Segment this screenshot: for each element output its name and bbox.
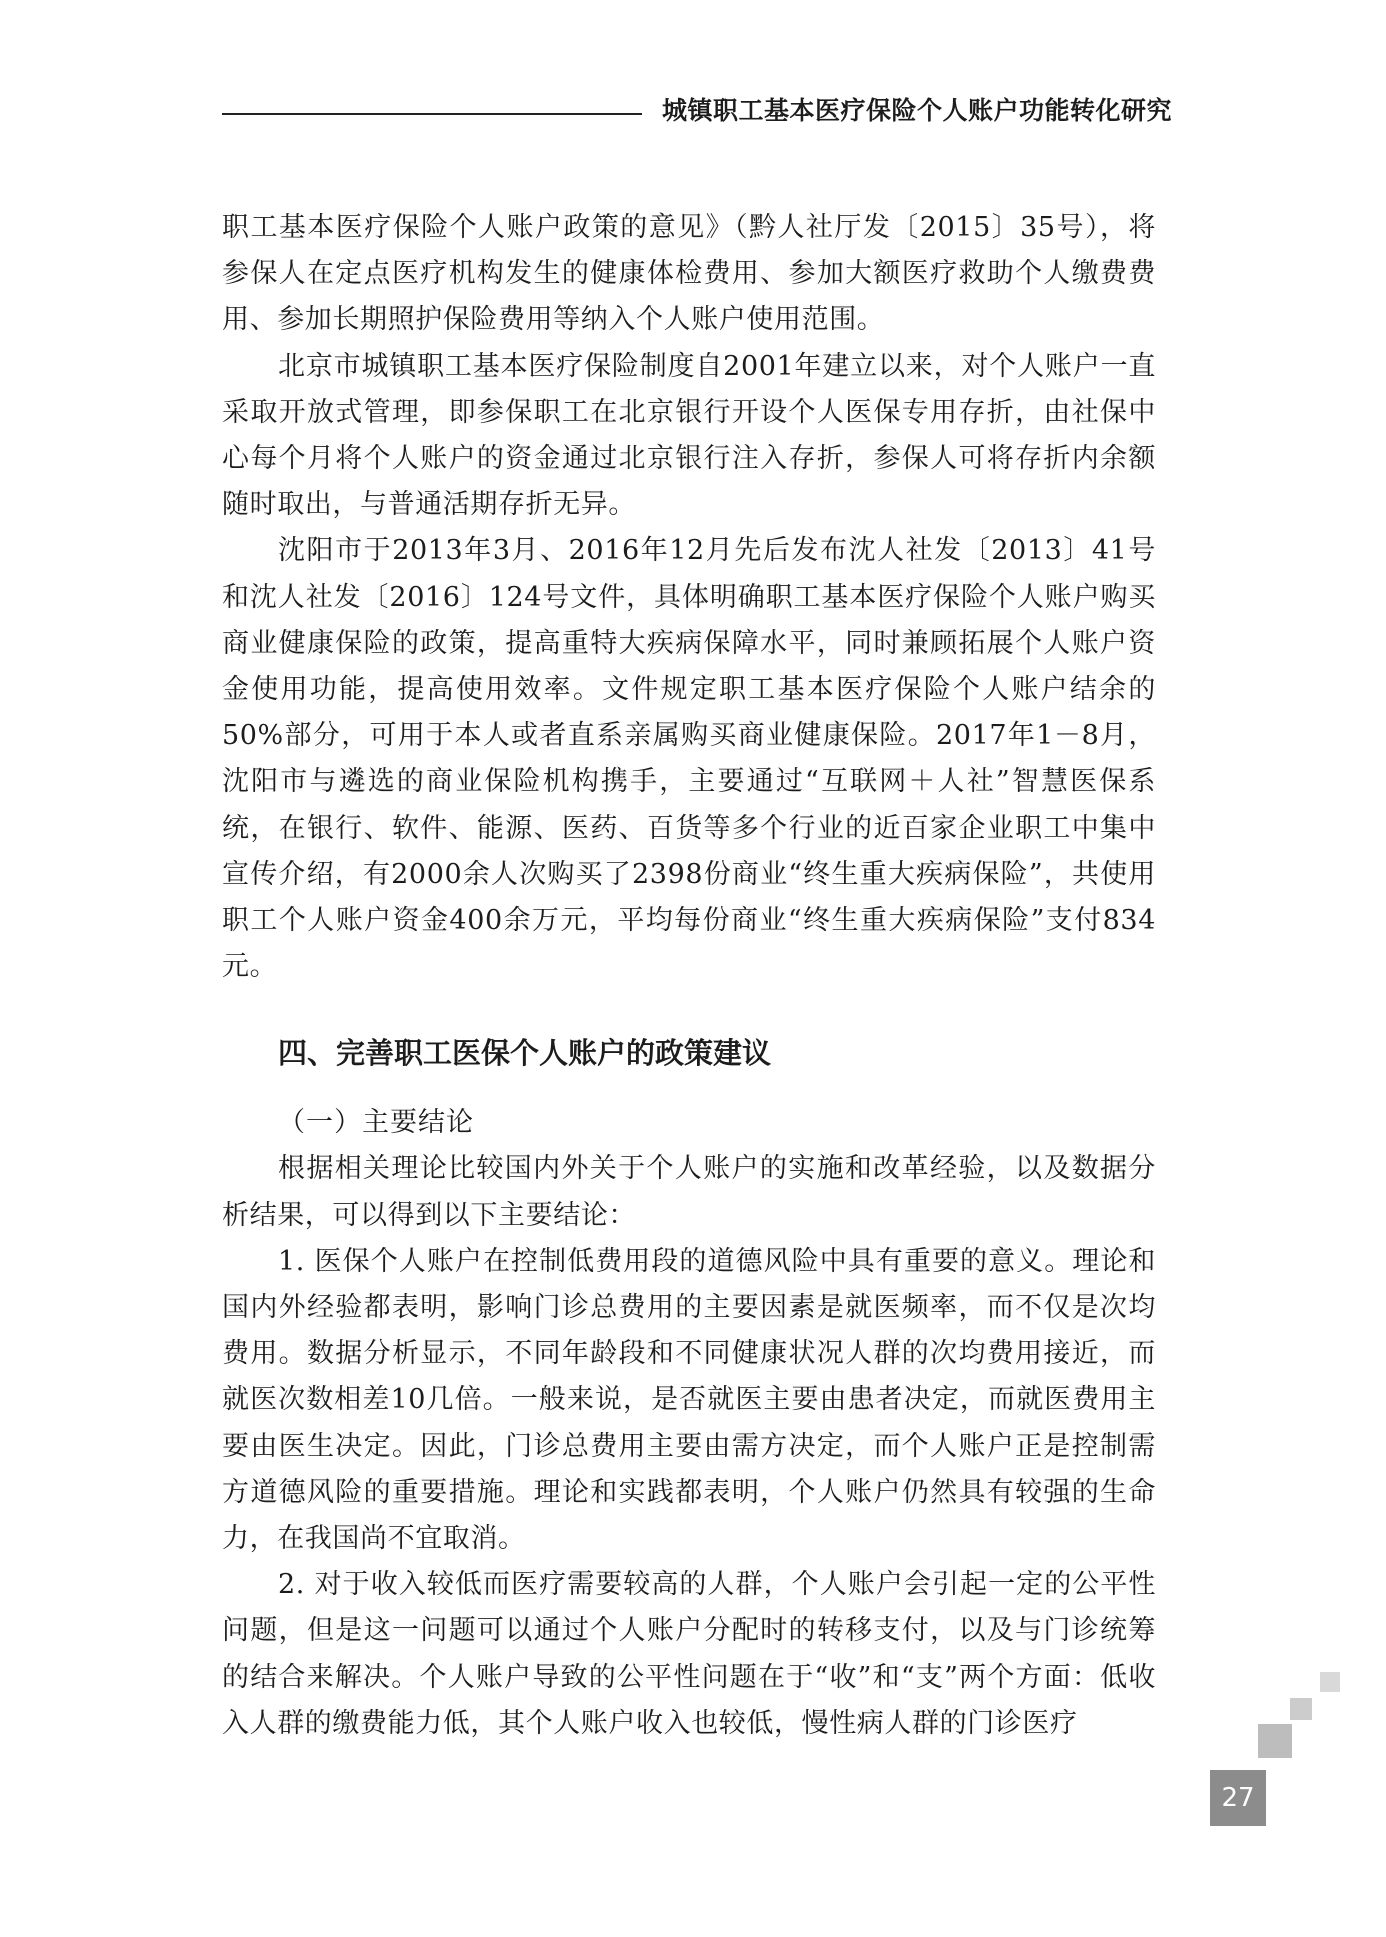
- page-body: [222, 205, 1156, 1747]
- running-title: 城镇职工基本医疗保险个人账户功能转化研究: [662, 96, 1173, 125]
- paragraph-continued: 职工基本医疗保险个人账户政策的意见》（黔人社厅发〔2015〕35号），将参保人在定点医疗机构发生的健康体检费用、参加大额医疗救助个人缴费费用、参加长期照护保险费用等纳入个人账户使用范围。: [222, 212, 1156, 336]
- page-number: 27: [1210, 1770, 1266, 1826]
- decorative-square: [1258, 1724, 1292, 1758]
- paragraph-conclusion-1: 1. 医保个人账户在控制低费用段的道德风险中具有重要的意义。理论和国内外经验都表明，影响门诊总费用的主要因素是就医频率，而不仅是次均费用。数据分析显示，不同年龄段和不同健康状况人群的次均费用接近，而就医次数相差10几倍。一般来说，是否就医主要由患者决定，而就医费用主要由医生决定。因此，门诊总费用主要由需方决定，而个人账户正是控制需方道德风险的重要措施。理论和实践都表明，个人账户仍然具有较强的生命力，在我国尚不宜取消。: [222, 1245, 1156, 1555]
- subsection-heading: （一）主要结论: [278, 1107, 474, 1139]
- paragraph-conclusion-2: 2. 对于收入较低而医疗需要较高的人群，个人账户会引起一定的公平性问题，但是这一问题可以通过个人账户分配时的转移支付，以及与门诊统筹的结合来解决。个人账户导致的公平性问题在于“收”和“支”两个方面：低收入人群的缴费能力低，其个人账户收入也较低，慢性病人群的门诊医疗: [222, 1569, 1156, 1739]
- paragraph-shenyang: 沈阳市于2013年3月、2016年12月先后发布沈人社发〔2013〕41号和沈人社发〔2016〕124号文件，具体明确职工基本医疗保险个人账户购买商业健康保险的政策，提高重特大疾病保障水平，同时兼顾拓展个人账户资金使用功能，提高使用效率。文件规定职工基本医疗保险个人账户结余的50%部分，可用于本人或者直系亲属购买商业健康保险。2017年1－8月，沈阳市与遴选的商业保险机构携手，主要通过“互联网＋人社”智慧医保系统，在银行、软件、能源、医药、百货等多个行业的近百家企业职工中集中宣传介绍，有2000余人次购买了2398份商业“终生重大疾病保险”，共使用职工个人账户资金400余万元，平均每份商业“终生重大疾病保险”支付834元。: [222, 535, 1156, 983]
- paragraph-beijing: 北京市城镇职工基本医疗保险制度自2001年建立以来，对个人账户一直采取开放式管理，即参保职工在北京银行开设个人医保专用存折，由社保中心每个月将个人账户的资金通过北京银行注入存折，参保人可将存折内余额随时取出，与普通活期存折无异。: [222, 350, 1156, 521]
- section-heading: 四、完善职工医保个人账户的政策建议: [278, 1036, 772, 1071]
- decorative-square: [1290, 1698, 1312, 1720]
- decorative-square: [1320, 1672, 1340, 1692]
- paragraph-intro-conclusions: 根据相关理论比较国内外关于个人账户的实施和改革经验，以及数据分析结果，可以得到以下主要结论：: [222, 1153, 1156, 1231]
- header-rule: [222, 113, 642, 115]
